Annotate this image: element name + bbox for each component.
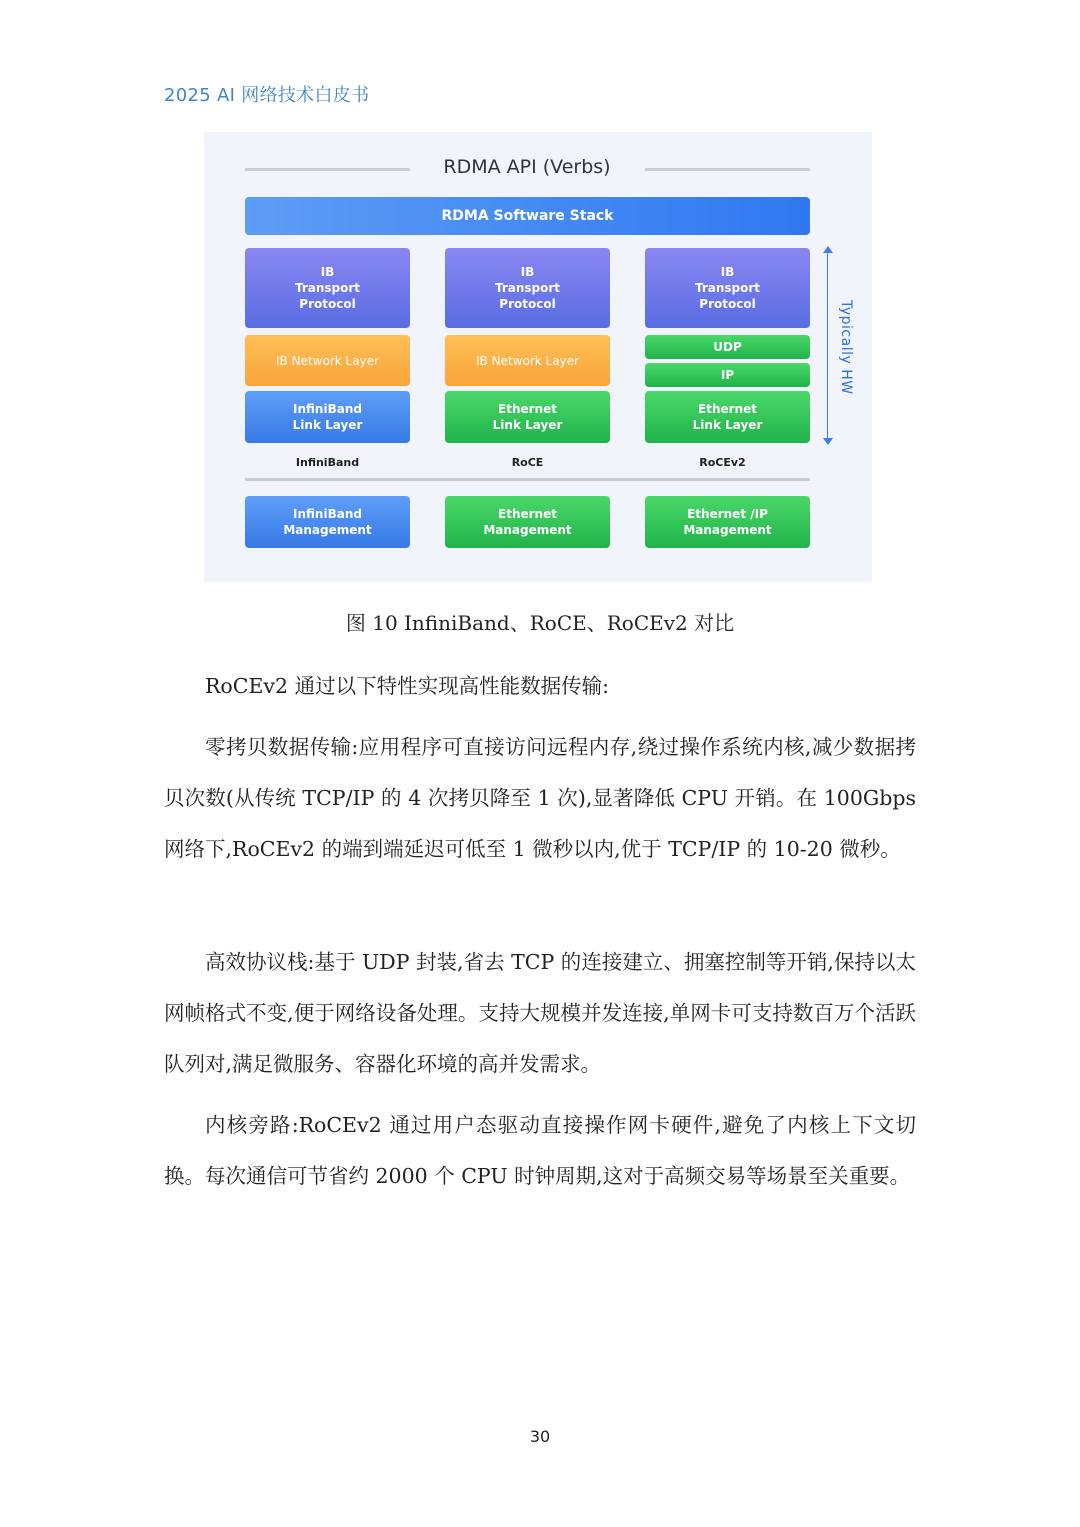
page-number: 30 bbox=[529, 1427, 551, 1446]
paragraph-intro: RoCEv2 通过以下特性实现高性能数据传输: bbox=[205, 674, 609, 698]
management-divider bbox=[245, 478, 810, 481]
infiniband-management: InfiniBand Management bbox=[245, 496, 410, 548]
infiniband-link-layer: InfiniBand Link Layer bbox=[245, 391, 410, 443]
rdma-comparison-figure bbox=[204, 132, 872, 582]
paragraph-zero-copy: 零拷贝数据传输:应用程序可直接访问远程内存,绕过操作系统内核,减少数据拷贝次数(从传统 TCP/IP 的 4 次拷贝降至 1 次),显著降低 CPU 开销。在 100Gbps 网络下,RoCEv2 的端到端延迟可低至 1 微秒以内,优于 TCP/IP 的 10-20 微秒。 bbox=[164, 735, 916, 861]
figure-caption: 图 10 InfiniBand、RoCE、RoCEv2 对比 bbox=[345, 611, 735, 635]
paragraph-kernel-bypass: 内核旁路:RoCEv2 通过用户态驱动直接操作网卡硬件,避免了内核上下文切换。每次通信可节省约 2000 个 CPU 时钟周期,这对于高频交易等场景至关重要。 bbox=[164, 1113, 916, 1188]
ib-transport-roce: IB Transport Protocol bbox=[445, 248, 610, 328]
ib-network-layer-infiniband: IB Network Layer bbox=[245, 335, 410, 386]
hw-arrow-down-icon bbox=[823, 438, 833, 445]
column-label-infiniband: InfiniBand bbox=[295, 456, 360, 469]
ib-network-layer-roce: IB Network Layer bbox=[445, 335, 610, 386]
udp-layer: UDP bbox=[645, 335, 810, 359]
ethernet-management: Ethernet Management bbox=[445, 496, 610, 548]
rdma-api-title: RDMA API (Verbs) bbox=[443, 156, 611, 178]
ib-transport-infiniband: IB Transport Protocol bbox=[245, 248, 410, 328]
ib-transport-rocev2: IB Transport Protocol bbox=[645, 248, 810, 328]
hw-arrow-line bbox=[827, 250, 828, 444]
ethernet-link-layer-roce: Ethernet Link Layer bbox=[445, 391, 610, 443]
column-label-roce: RoCE bbox=[511, 456, 544, 469]
document-header: 2025 AI 网络技术白皮书 bbox=[164, 85, 370, 106]
ip-layer: IP bbox=[645, 363, 810, 387]
rdma-software-stack: RDMA Software Stack bbox=[245, 197, 810, 235]
hw-arrow-up-icon bbox=[823, 246, 833, 253]
ethernet-link-layer-rocev2: Ethernet Link Layer bbox=[645, 391, 810, 443]
typically-hw-label: Typically HW bbox=[838, 300, 854, 395]
paragraph-protocol-stack: 高效协议栈:基于 UDP 封装,省去 TCP 的连接建立、拥塞控制等开销,保持以太网帧格式不变,便于网络设备处理。支持大规模并发连接,单网卡可支持数百万个活跃队列对,满足微服务、容器化环境的高并发需求。 bbox=[164, 950, 916, 1076]
column-label-rocev2: RoCEv2 bbox=[699, 456, 746, 469]
ethernet-ip-management: Ethernet /IP Management bbox=[645, 496, 810, 548]
